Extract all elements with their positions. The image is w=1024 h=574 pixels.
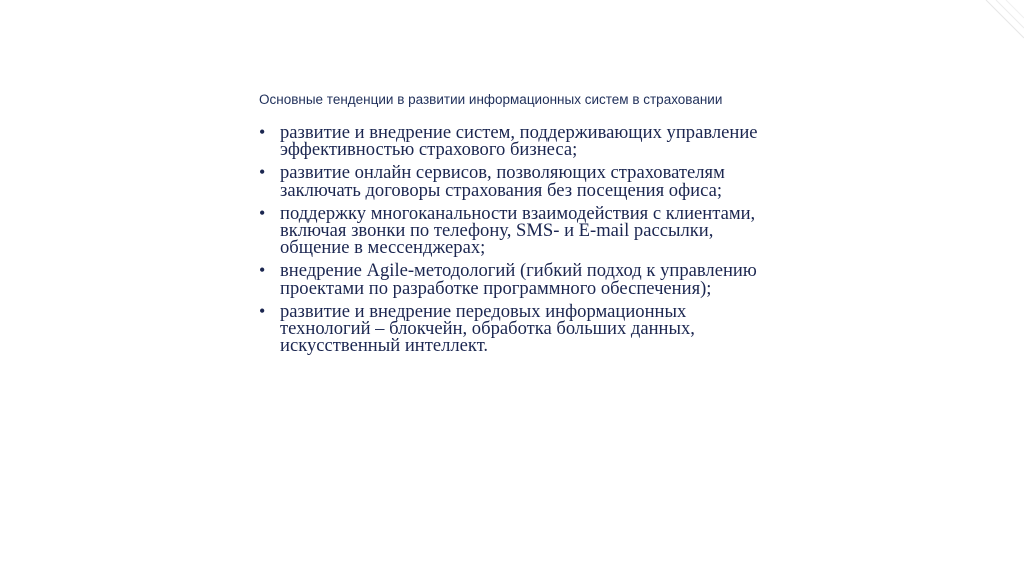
bullet-text: развитие онлайн сервисов, позволяющих страхователям заключать договоры страхования без посещения офиса; <box>280 162 725 201</box>
list-item <box>259 260 779 299</box>
bullet-marker: • <box>259 162 266 183</box>
bullet-marker: • <box>259 300 266 321</box>
bullet-marker: • <box>259 202 266 223</box>
slide-title: Основные тенденции в развитии информационных систем в страховании <box>259 92 723 107</box>
corner-decoration <box>984 0 1024 40</box>
bullet-marker: • <box>259 122 266 142</box>
bullet-text: развитие и внедрение передовых информационных технологий – блокчейн, обработка больших данных, искусственный интеллект. <box>280 300 695 357</box>
bullet-marker: • <box>259 260 266 281</box>
list-item <box>259 202 779 259</box>
list-item <box>259 300 779 357</box>
bullet-text: внедрение Agile-методологий (гибкий подход к управлению проектами по разработке программного обеспечения); <box>280 260 757 299</box>
list-item <box>259 122 779 161</box>
bullet-list <box>259 124 779 360</box>
bullet-text: поддержку многоканальности взаимодействия с клиентами, включая звонки по телефону, SMS- и E-mail рассылки, общение в мессенджерах; <box>280 202 756 259</box>
list-item <box>259 162 779 201</box>
bullet-text: развитие и внедрение систем, поддерживающих управление эффективностью страхового бизнеса; <box>280 122 758 161</box>
